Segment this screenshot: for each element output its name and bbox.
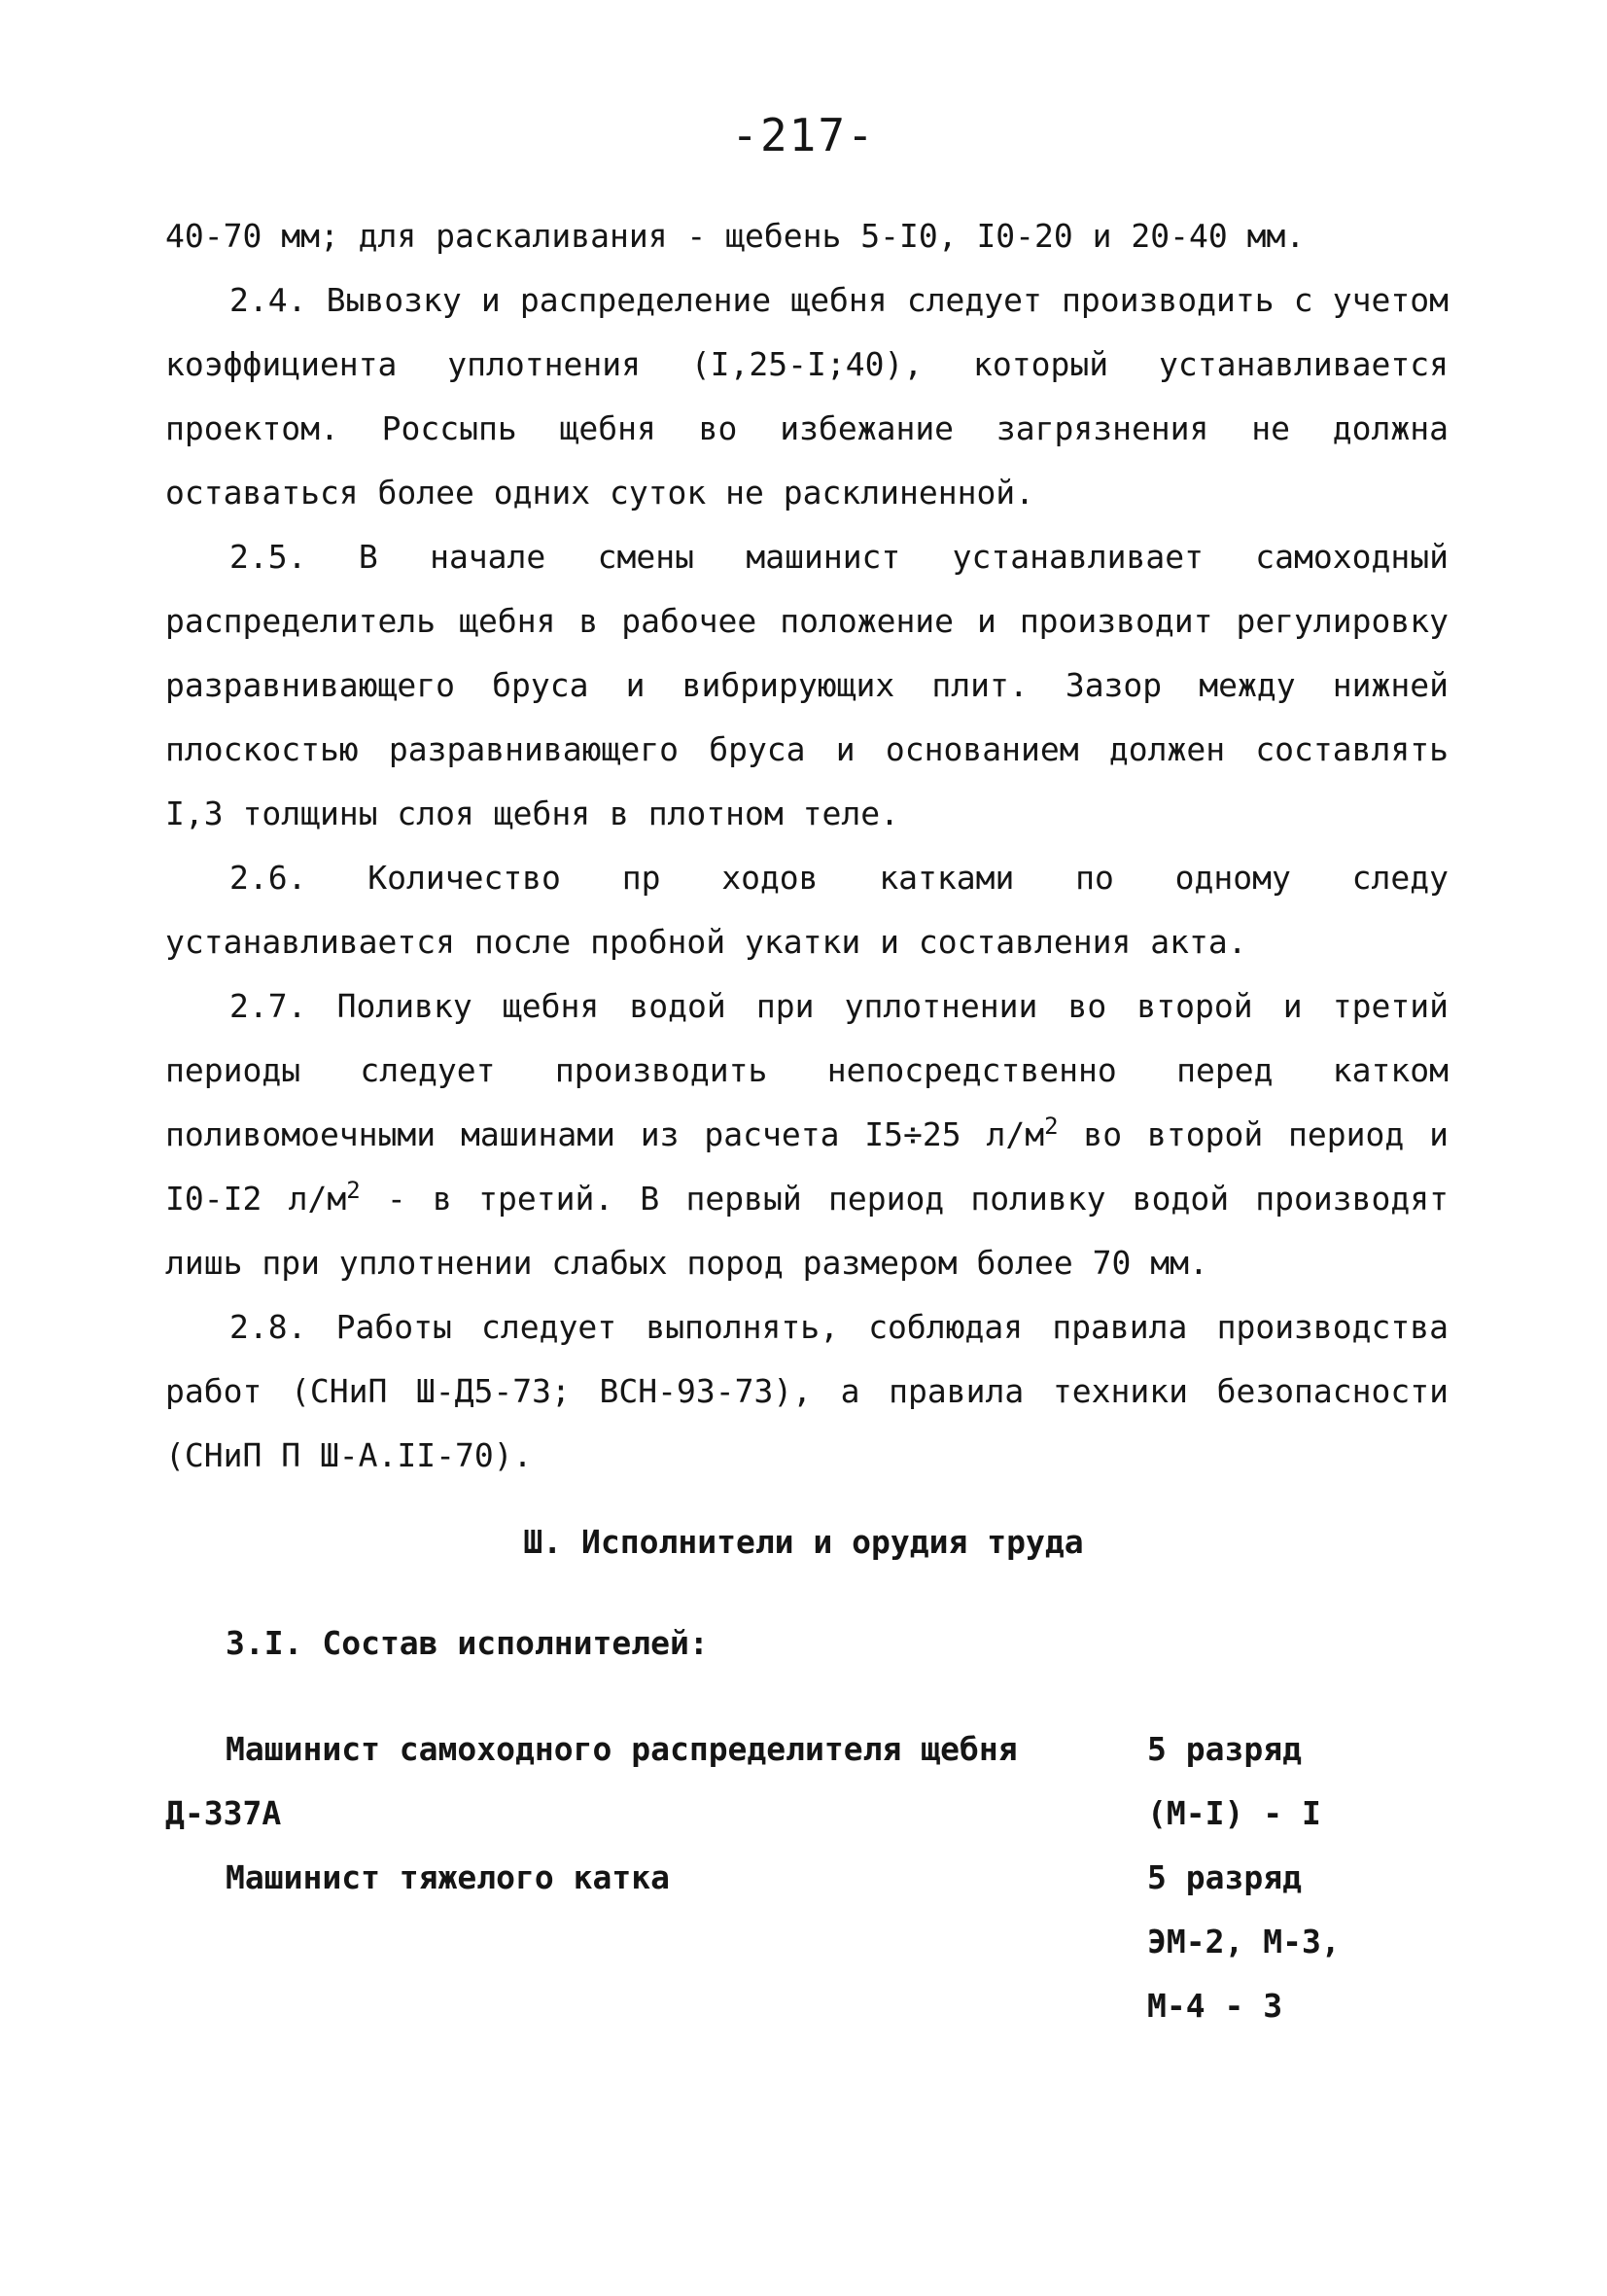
paragraph-2-7-part2: во второй период и I0-I2 л/м (165, 1115, 1449, 1218)
superscript-2a: 2 (1044, 1113, 1059, 1140)
staff-row2-count: (М-I) - I (1147, 1794, 1321, 1832)
staff-row3-grade: 5 разряд (1147, 1858, 1302, 1896)
paragraph-intro: 40-70 мм; для раскаливания - щебень 5-I0, I0-20 и 20-40 мм. (165, 217, 1306, 255)
paragraph-2-6: 2.6. Количество пр ходов катками по одному следу устанавливается после пробной укатки и составления акта. (165, 859, 1449, 961)
staff-row5-count: М-4 - 3 (1147, 1987, 1283, 2025)
paragraph-2-8: 2.8. Работы следует выполнять, соблюдая правила производства работ (СНиП Ш-Д5-73; ВСН-93-73), а правила техники безопасности (СНиП П Ш-А.II-70). (165, 1308, 1449, 1474)
staff-row1-title: Машинист самоходного распределителя щебня (226, 1730, 1018, 1768)
paragraph-2-7-part3: - в третий. В первый период поливку водой производят лишь при уплотнении слабых пород размером более 70 мм. (165, 1180, 1449, 1282)
staff-row4-models: ЭМ-2, М-3, (1147, 1923, 1341, 1960)
superscript-2b: 2 (346, 1177, 361, 1204)
paragraph-2-5: 2.5. В начале смены машинист устанавливает самоходный распределитель щебня в рабочее положение и производит регулировку разравнивающего бруса и вибрирующих плит. Зазор между нижней плоскостью разравнивающего бруса и основанием должен составлять I,3 толщины слоя щебня в плотном теле. (165, 538, 1449, 832)
paragraph-2-7-part1: 2.7. Поливку щебня водой при уплотнении во второй и третий периоды следует производить непосредственно перед катком поливомоечными машинами из расчета I5÷25 л/м (165, 987, 1449, 1153)
body-text (165, 204, 1449, 1488)
staff-row2-model: Д-337А (165, 1794, 282, 1832)
staff-row3-title: Машинист тяжелого катка (226, 1858, 670, 1896)
page-number: -217- (731, 109, 876, 161)
paragraph-2-7 (165, 974, 1449, 1295)
staff-row1-grade: 5 разряд (1147, 1730, 1302, 1768)
sub-heading: 3.I. Состав исполнителей: (226, 1624, 709, 1662)
paragraph-2-4: 2.4. Вывозку и распределение щебня следует производить с учетом коэффициента уплотнения (I,25-I;40), который устанавливается проектом. Россыпь щебня во избежание загрязнения не должна оставаться более одних суток не расклиненной. (165, 281, 1449, 512)
section-heading: Ш. Исполнители и орудия труда (523, 1523, 1084, 1561)
